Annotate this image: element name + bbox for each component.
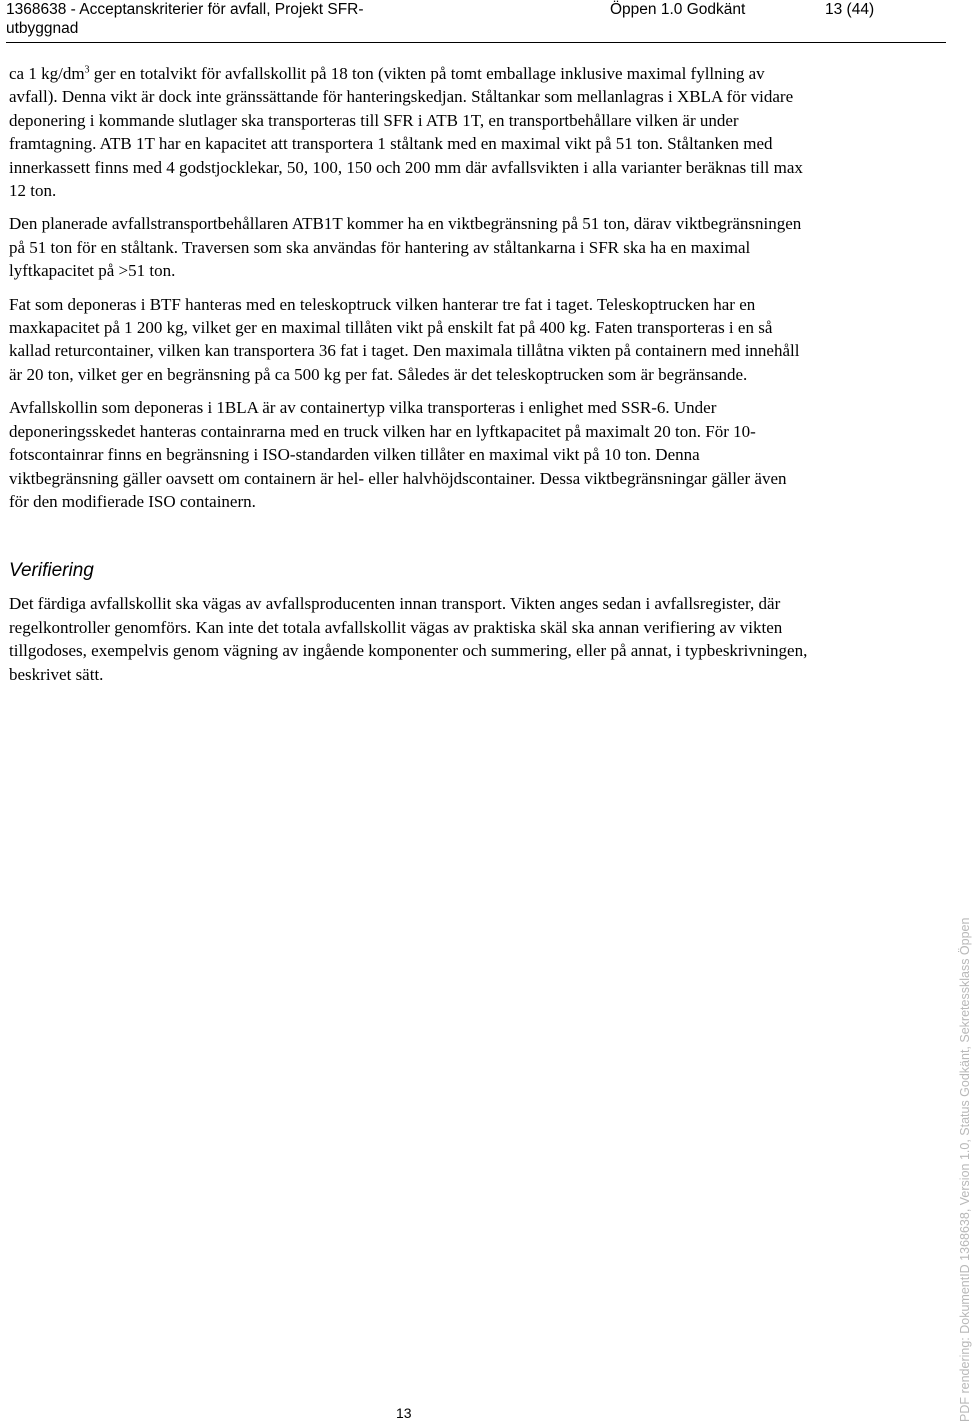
section-heading-verification: Verifiering: [9, 560, 94, 582]
paragraph-steel-tanks: [9, 62, 809, 202]
pdf-rendering-watermark: PDF rendering: DokumentID 1368638, Version 1.0, Status Godkänt, Sekretessklass Öppen: [958, 917, 972, 1422]
document-body: [9, 62, 809, 696]
paragraph-text-rest: ger en totalvikt för avfallskollit på 18 ton (vikten på tomt emballage inklusive maximal fyllning av avfall). Denna vikt är dock inte gränssättande för hanteringskedjan. Ståltankar som mellanlagras i XBLA för vidare deponering i kommande slutlager ska transporteras till SFR i ATB 1T, en transportbehållare vilken är under framtagning. ATB 1T har en kapacitet att transportera 1 ståltank med en maximal vikt på 51 ton. Ståltanken med innerkassett finns med 4 godstjocklekar, 50, 100, 150 och 200 mm där avfallsvikten i alla varianter beräknas till max 12 ton.: [9, 64, 803, 201]
paragraph-containers: Avfallskollin som deponeras i 1BLA är av containertyp vilka transporteras i enlighet med SSR-6. Under deponeringsskedet hanteras containrarna med en truck vilken har en lyftkapacitet på maximalt 20 ton. För 10-fotscontainrar finns en begränsning i ISO-standarden vilken tillåter en maximal vikt på 10 ton. Denna viktbegränsning gäller oavsett om containern är hel- eller halvhöjdscontainer. Dessa viktbegränsningar gäller även för den modifierade ISO containern.: [9, 398, 787, 511]
page-header: [0, 0, 960, 40]
page-count: 13 (44): [825, 1, 875, 18]
paragraph-verification: Det färdiga avfallskollit ska vägas av avfallsproducenten innan transport. Vikten anges sedan i avfallsregister, där regelkontroller genomförs. Kan inte det totala avfallskollit vägas av praktiska skäl ska annan verifiering av vikten tillgodoses, exempelvis genom vägning av ingående komponenter och summering, eller på annat, i typbeskrivningen, beskrivet sätt.: [9, 594, 808, 684]
superscript-exponent: 3: [84, 64, 90, 76]
footer-page-number: 13: [396, 1405, 412, 1421]
paragraph-text-start: ca 1 kg/dm: [9, 64, 85, 83]
paragraph-drums: Fat som deponeras i BTF hanteras med en teleskoptruck vilken hanterar tre fat i taget. Teleskoptrucken har en maxkapacitet på 1 200 kg, vilket ger en maximal tillåten vikt på enskilt fat på 400 kg. Faten transporteras i en så kallad returcontainer, vilken kan transportera 36 fat i taget. Den maximala tillåtna vikten på containern med innehåll är 20 ton, vilket ger en begränsning på ca 500 kg per fat. Således är det teleskoptrucken som är begränsande.: [9, 294, 800, 384]
document-status: Öppen 1.0 Godkänt: [610, 1, 746, 18]
document-title: 1368638 - Acceptanskriterier för avfall, Projekt SFR-utbyggnad: [6, 1, 364, 37]
header-divider: [6, 42, 946, 43]
paragraph-transport-container: Den planerade avfallstransportbehållaren ATB1T kommer ha en viktbegränsning på 51 ton, därav viktbegränsningen på 51 ton för en ståltank. Traversen som ska användas för hantering av ståltankarna i SFR ska ha en maximal lyftkapacitet på >51 ton.: [9, 214, 802, 281]
